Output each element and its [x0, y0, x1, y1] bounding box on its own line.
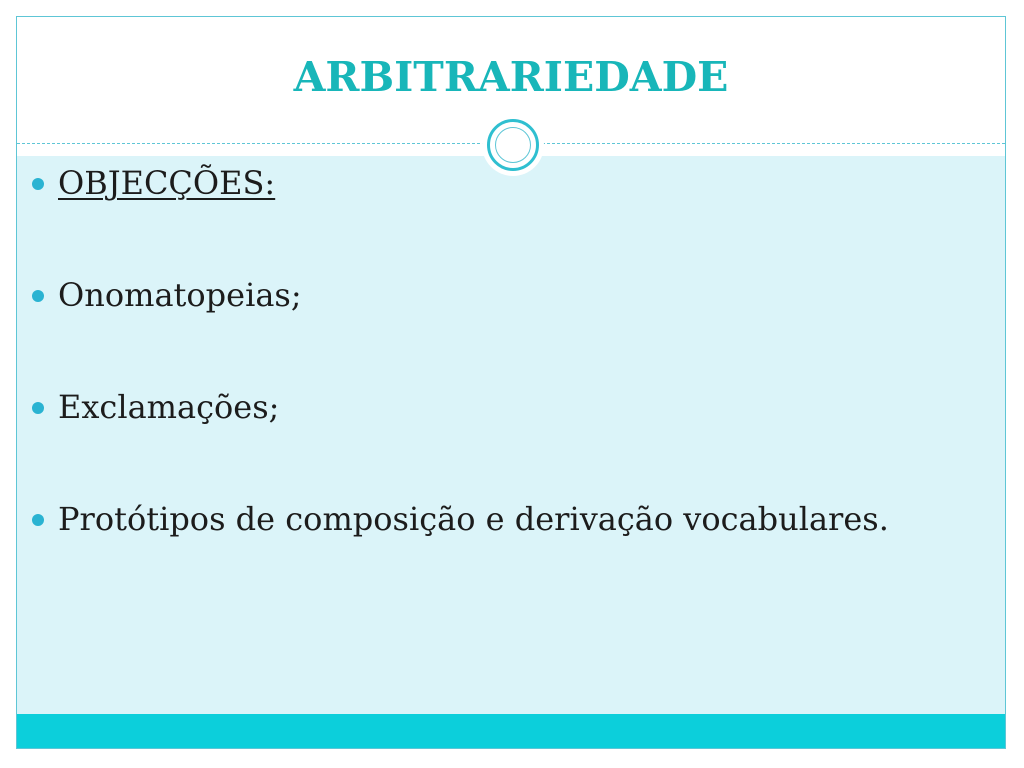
bullet-dot-icon — [32, 514, 44, 526]
bullet-text: Exclamações; — [58, 388, 280, 426]
bullet-dot-icon — [32, 402, 44, 414]
slide-frame — [16, 16, 1006, 749]
circle-ornament-inner — [495, 127, 531, 163]
content-area — [17, 156, 1005, 716]
bullet-text: Onomatopeias; — [58, 276, 302, 314]
slide-title: ARBITRARIEDADE — [293, 53, 729, 101]
bullet-dot-icon — [32, 290, 44, 302]
bullet-text: OBJECÇÕES: — [58, 164, 276, 202]
footer-bar — [17, 714, 1005, 748]
bullet-text: Protótipos de composição e derivação vocabulares. — [58, 500, 889, 538]
bullet-dot-icon — [32, 178, 44, 190]
circle-ornament-icon — [487, 119, 539, 171]
